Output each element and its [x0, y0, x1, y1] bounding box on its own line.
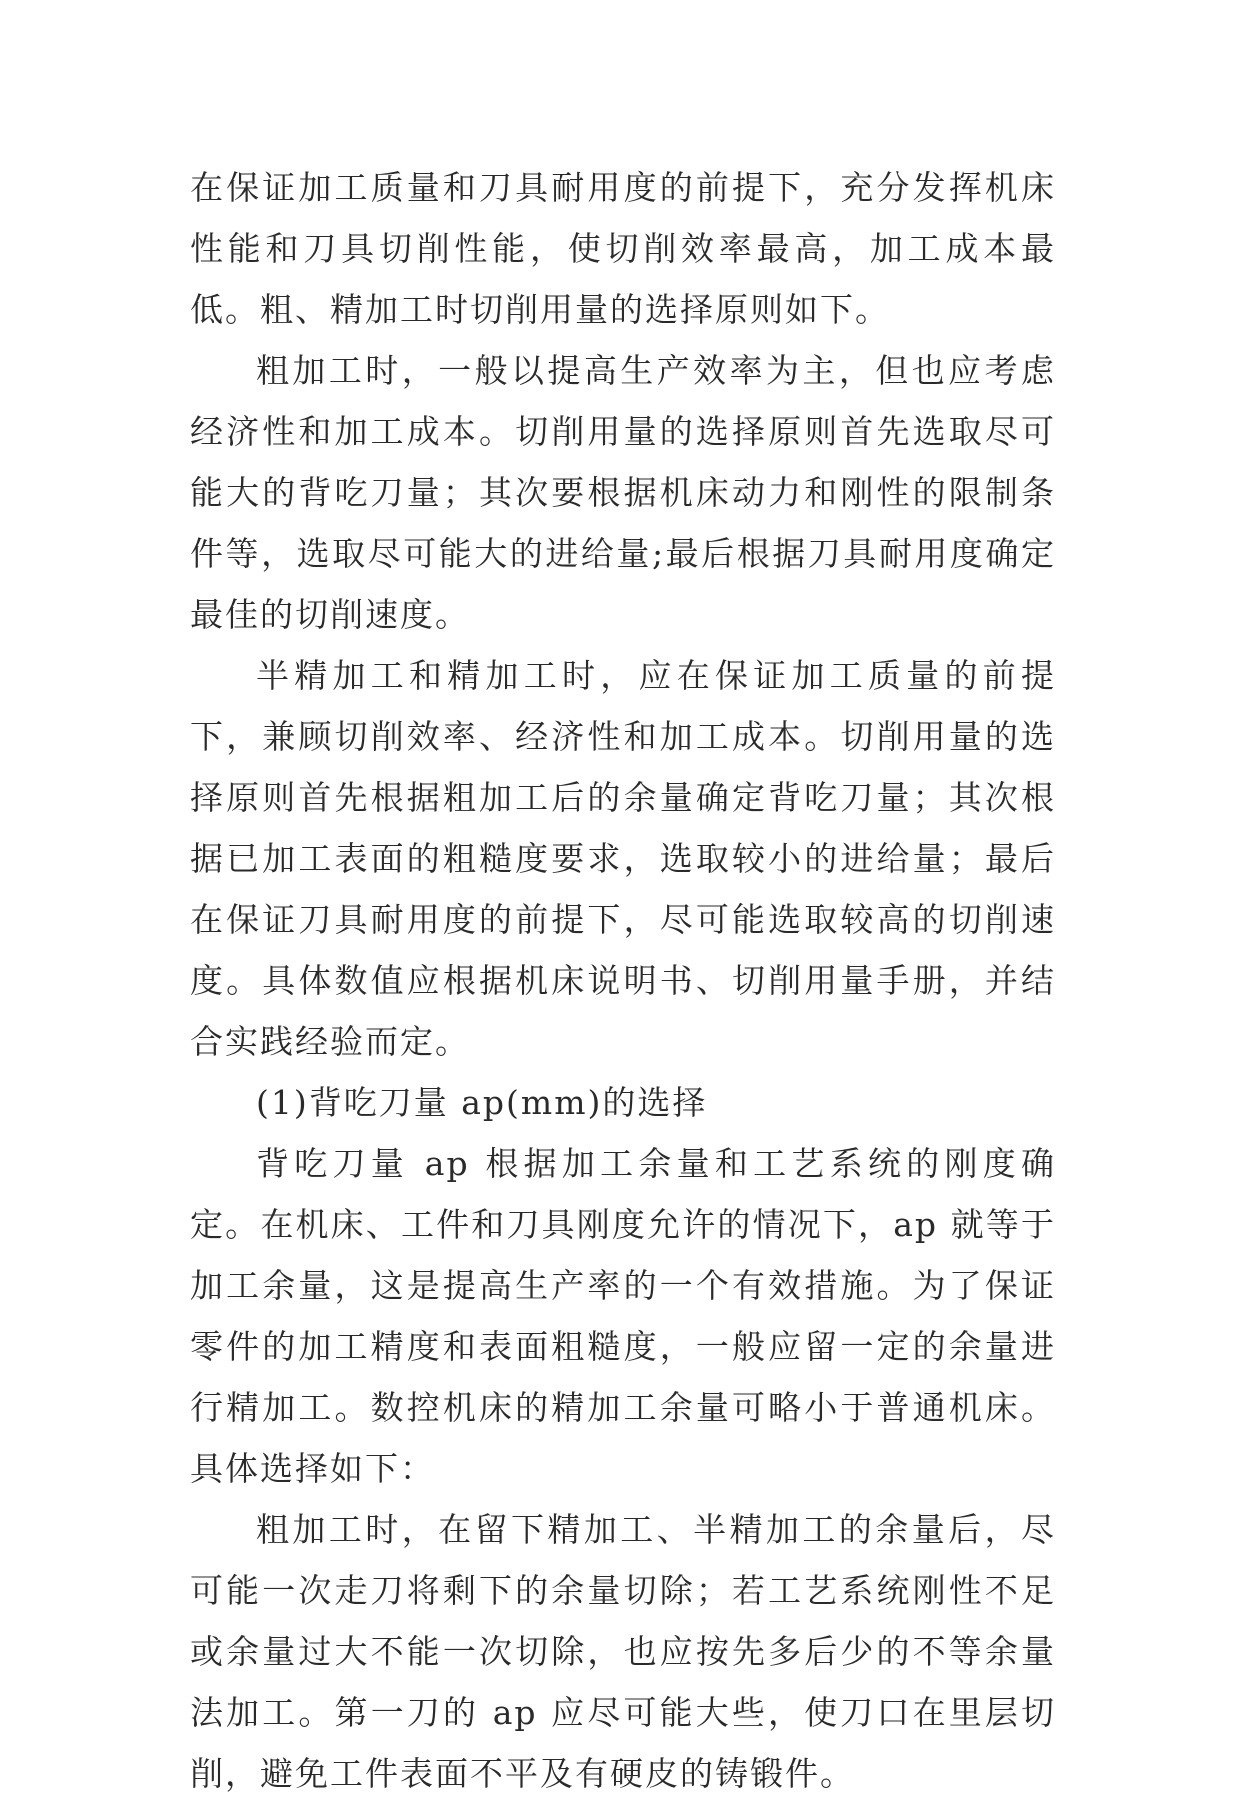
paragraph-finish-machining: 半精加工和精加工时，应在保证加工质量的前提下，兼顾切削效率、经济性和加工成本。切削用量的选择原则首先根据粗加工后的余量确定背吃刀量；其次根据已加工表面的粗糙度要求，选取较小的进给量；最后在保证刀具耐用度的前提下，尽可能选取较高的切削速度。具体数值应根据机床说明书、切削用量手册，并结合实践经验而定。	[190, 656, 1056, 1061]
paragraph-intro: 在保证加工质量和刀具耐用度的前提下，充分发挥机床性能和刀具切削性能，使切削效率最高，加工成本最低。粗、精加工时切削用量的选择原则如下。	[190, 168, 1056, 329]
paragraph-rough-machining: 粗加工时，一般以提高生产效率为主，但也应考虑经济性和加工成本。切削用量的选择原则首先选取尽可能大的背吃刀量；其次要根据机床动力和刚性的限制条件等，选取尽可能大的进给量;最后根据刀具耐用度确定最佳的切削速度。	[190, 351, 1056, 634]
paragraph-depth-of-cut: 背吃刀量 ap 根据加工余量和工艺系统的刚度确定。在机床、工件和刀具刚度允许的情况下，ap 就等于加工余量，这是提高生产率的一个有效措施。为了保证零件的加工精度和表面粗糙度，一般应留一定的余量进行精加工。数控机床的精加工余量可略小于普通机床。具体选择如下：	[190, 1144, 1056, 1488]
paragraph-rough-depth-selection: 粗加工时，在留下精加工、半精加工的余量后，尽可能一次走刀将剩下的余量切除；若工艺系统刚性不足或余量过大不能一次切除，也应按先多后少的不等余量法加工。第一刀的 ap 应尽可能大些，使刀口在里层切削，避免工件表面不平及有硬皮的铸锻件。	[190, 1510, 1056, 1793]
section-heading-depth-of-cut: (1)背吃刀量 ap(mm)的选择	[256, 1083, 708, 1122]
document-body	[190, 157, 1056, 1804]
